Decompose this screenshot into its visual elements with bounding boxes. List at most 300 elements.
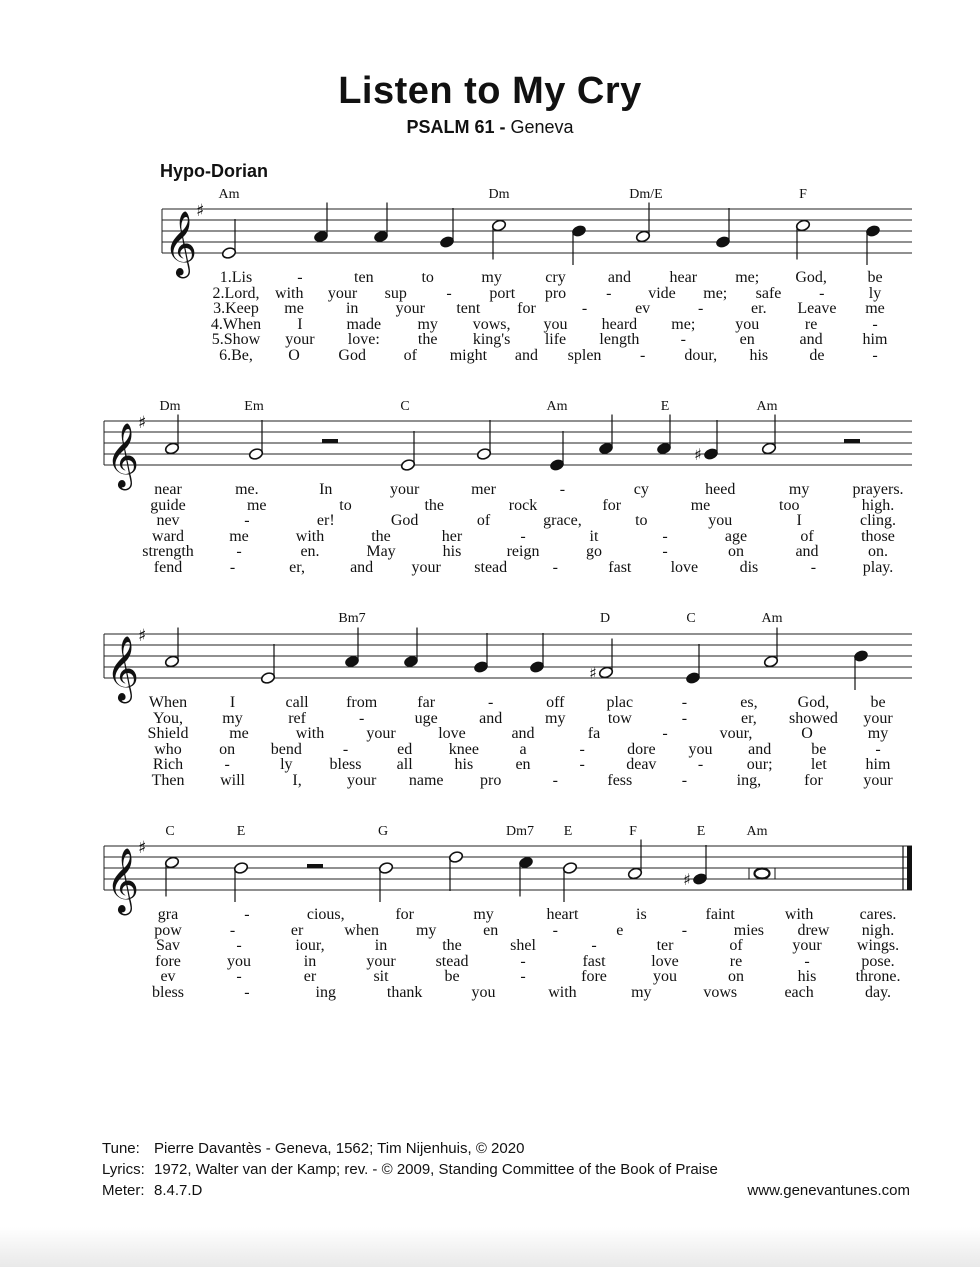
lyric-syllable: love — [651, 952, 679, 970]
lyric-syllable: God, — [795, 269, 827, 286]
lyric-syllable: and — [479, 709, 503, 727]
lyric-syllable: my — [473, 906, 494, 923]
lyric-syllable: Then — [151, 771, 185, 789]
lyric-syllable: I — [297, 315, 303, 333]
lyric-syllable: 4.When — [210, 315, 262, 333]
lyric-syllable: his — [749, 346, 769, 364]
lyric-syllable: me. — [235, 481, 259, 498]
lyric-syllable: king's — [472, 331, 511, 348]
lyric-syllable: mies — [733, 921, 765, 939]
lyric-syllable: my — [545, 709, 566, 727]
lyric-syllable: for — [602, 496, 622, 514]
lyric-syllable: my — [222, 709, 243, 727]
lyric-syllable: - — [244, 906, 250, 923]
chord-symbol: D — [599, 611, 611, 626]
lyric-syllable: - — [229, 921, 236, 939]
lyric-syllable: sit — [373, 968, 389, 985]
lyric-syllable: - — [872, 346, 878, 364]
lyric-syllable: - — [358, 709, 365, 727]
lyric-syllable: might — [449, 346, 488, 364]
lyric-syllable: near — [154, 481, 182, 498]
lyric-syllable: en — [515, 756, 531, 773]
lyric-syllable: e — [616, 921, 624, 939]
lyric-syllable: you — [708, 512, 733, 529]
lyric-syllable: I — [229, 694, 236, 711]
lyric-syllable: showed — [789, 709, 838, 727]
chord-symbol: Am — [546, 399, 568, 414]
lyric-syllable: throne. — [855, 968, 901, 985]
key-signature-sharp-icon: ♯ — [138, 626, 147, 646]
lyric-syllable: heed — [705, 481, 736, 498]
chord-symbol: Am — [761, 611, 783, 626]
chord-symbol: Dm/E — [629, 187, 663, 202]
lyric-syllable: en — [739, 331, 755, 348]
lyric-syllable: and — [350, 558, 374, 576]
lyric-syllable: ev — [160, 968, 176, 985]
lyric-syllable: - — [579, 756, 585, 773]
lyric-syllable: me — [246, 496, 267, 514]
lyric-syllable: ev — [635, 300, 651, 317]
lyric-syllable: in — [374, 937, 388, 954]
lyric-syllable: gra — [157, 906, 179, 923]
lyric-syllable: you — [735, 315, 760, 333]
lyric-syllable: - — [520, 527, 526, 545]
lyric-syllable: go — [586, 543, 602, 560]
lyric-syllable: - — [552, 558, 558, 576]
lyric-syllable: 6.Be, — [219, 346, 253, 364]
lyric-syllable: you — [471, 983, 496, 1001]
lyric-syllable: your — [389, 481, 420, 498]
lyric-syllable: heard — [601, 315, 638, 333]
lyric-syllable: - — [579, 740, 585, 758]
lyric-syllable: safe — [755, 284, 782, 302]
lyric-syllable: your — [285, 331, 315, 348]
meter-credit-text: 8.4.7.D — [154, 1182, 203, 1199]
lyric-syllable: re — [804, 315, 818, 333]
lyric-syllable: him — [862, 331, 888, 348]
lyric-syllable: - — [698, 300, 704, 317]
chord-symbol: C — [165, 824, 175, 839]
lyric-syllable: on — [219, 740, 236, 758]
lyric-syllable: sup — [384, 284, 407, 302]
lyric-syllable: O — [801, 725, 813, 742]
lyric-syllable: dis — [739, 558, 759, 576]
lyric-syllable: play. — [862, 558, 894, 576]
lyric-syllable: name — [408, 771, 444, 789]
lyric-syllable: all — [396, 756, 413, 773]
lyric-syllable: vows — [703, 983, 738, 1001]
lyric-syllable: ing — [315, 983, 336, 1001]
lyric-syllable: vide — [648, 284, 676, 302]
lyric-syllable: be — [444, 968, 460, 985]
lyric-syllable: with — [275, 284, 304, 302]
lyric-syllable: When — [148, 694, 188, 711]
lyric-syllable: port — [489, 284, 516, 302]
lyric-syllable: to — [339, 496, 352, 514]
lyric-syllable: you — [227, 952, 251, 970]
lyric-syllable: your — [863, 771, 893, 789]
lyric-syllable: our; — [746, 756, 773, 773]
lyric-syllable: ing, — [736, 771, 762, 789]
meter-credit — [102, 1180, 718, 1201]
mode-label: Hypo-Dorian — [160, 161, 268, 181]
lyric-syllable: the — [442, 937, 462, 954]
lyric-syllable: - — [681, 771, 688, 789]
lyrics-credit — [102, 1159, 718, 1180]
lyric-syllable: to — [635, 512, 648, 529]
lyric-syllable: his — [442, 543, 462, 560]
lyric-syllable: pro — [544, 284, 567, 302]
lyric-syllable: prayers. — [852, 481, 904, 498]
sharp-accidental-icon: ♯ — [694, 445, 702, 464]
meter-credit-label: Meter: — [102, 1182, 145, 1199]
lyric-syllable: - — [488, 694, 494, 711]
lyric-syllable: fess — [607, 771, 633, 789]
lyric-syllable: - — [297, 269, 303, 286]
footer-credits — [102, 1138, 718, 1201]
lyric-syllable: splen — [567, 346, 602, 364]
lyric-syllable: Shield — [147, 725, 189, 742]
lyric-syllable: dore — [627, 740, 656, 758]
lyric-syllable: tow — [607, 709, 632, 727]
lyric-syllable: - — [662, 527, 668, 545]
lyric-syllable: fast — [582, 952, 606, 970]
lyric-syllable: on. — [868, 543, 888, 560]
lyric-syllable: me; — [671, 315, 696, 333]
lyric-syllable: ward — [152, 527, 184, 545]
lyric-syllable: call — [285, 694, 309, 711]
lyric-syllable: I — [796, 512, 802, 529]
lyric-syllable: let — [810, 756, 827, 773]
lyric-syllable: your — [327, 284, 358, 302]
lyric-syllable: and — [799, 331, 823, 348]
lyric-syllable: iour, — [295, 937, 325, 954]
lyric-syllable: be — [867, 269, 883, 286]
chord-symbol: E — [563, 824, 573, 839]
lyric-syllable: thank — [386, 983, 423, 1001]
lyric-syllable: me — [229, 527, 249, 545]
lyric-syllable: May — [366, 543, 396, 560]
lyric-syllable: in — [303, 952, 317, 970]
lyric-syllable: - — [819, 284, 825, 302]
lyric-syllable: to — [421, 269, 434, 286]
lyric-syllable: and — [795, 543, 819, 560]
lyric-syllable: my — [867, 725, 889, 742]
lyric-syllable: the — [424, 496, 445, 514]
lyric-syllable: - — [591, 937, 597, 954]
song-title: Listen to My Cry — [338, 70, 642, 112]
lyric-syllable: your — [395, 300, 425, 317]
treble-clef-icon: 𝄞 — [106, 423, 140, 488]
lyric-syllable: er! — [316, 512, 335, 529]
lyric-syllable: of — [403, 346, 417, 364]
lyric-syllable: my — [481, 269, 502, 286]
lyric-syllable: love — [670, 558, 699, 576]
lyric-syllable: - — [236, 543, 242, 560]
lyric-syllable: my — [417, 315, 438, 333]
lyric-syllable: deav — [626, 756, 657, 773]
lyric-syllable: - — [229, 558, 236, 576]
lyric-syllable: - — [552, 921, 558, 939]
lyric-syllable: er — [290, 921, 304, 939]
lyric-syllable: knee — [448, 740, 479, 758]
lyric-syllable: my — [415, 921, 437, 939]
lyric-syllable: your — [792, 937, 822, 954]
lyric-syllable: each — [784, 983, 814, 1001]
lyric-syllable: cry — [545, 269, 566, 286]
lyric-syllable: re — [729, 952, 743, 970]
lyric-syllable: You, — [153, 709, 183, 727]
treble-clef-icon: 𝄞 — [164, 211, 198, 276]
chord-symbol: E — [236, 824, 246, 839]
lyric-syllable: my — [631, 983, 652, 1001]
lyric-syllable: with — [295, 527, 325, 545]
website-link[interactable]: www.genevantunes.com — [747, 1182, 910, 1199]
lyric-syllable: on — [728, 543, 744, 560]
tune-credit — [102, 1138, 718, 1159]
treble-clef-icon: 𝄞 — [106, 636, 140, 701]
lyric-syllable: - — [804, 952, 810, 970]
chord-symbol: E — [696, 824, 706, 839]
lyric-syllable: is — [635, 906, 647, 923]
chord-symbol: Am — [218, 187, 240, 202]
lyric-syllable: ref — [288, 709, 306, 727]
lyric-syllable: uge — [414, 709, 438, 727]
lyric-syllable: ly — [280, 756, 293, 773]
lyric-syllable: - — [446, 284, 452, 302]
chord-symbol: Dm — [488, 187, 510, 202]
chord-symbol: G — [377, 824, 389, 839]
lyric-syllable: de — [809, 346, 825, 364]
lyric-syllable: God, — [797, 694, 830, 711]
lyric-syllable: stead — [474, 558, 508, 576]
lyric-syllable: er, — [289, 558, 305, 576]
lyric-syllable: of — [476, 512, 491, 529]
chord-symbol: C — [686, 611, 696, 626]
chord-symbol: C — [400, 399, 410, 414]
lyric-syllable: shel — [510, 937, 536, 954]
lyric-syllable: with — [548, 983, 577, 1001]
lyric-syllable: er — [303, 968, 317, 985]
chord-symbol: F — [629, 824, 637, 839]
lyrics-credit-label: Lyrics: — [102, 1161, 145, 1178]
lyric-syllable: ed — [397, 740, 413, 758]
lyric-syllable: strength — [142, 543, 194, 560]
lyric-syllable: cious, — [306, 906, 345, 923]
lyric-syllable: fend — [153, 558, 183, 576]
lyric-syllable: God — [338, 346, 366, 364]
lyric-syllable: - — [681, 709, 688, 727]
lyric-syllable: the — [417, 331, 438, 348]
lyric-syllable: pro — [480, 771, 502, 789]
lyric-syllable: - — [520, 968, 526, 985]
lyric-syllable: it — [589, 527, 599, 545]
lyric-syllable: far — [417, 694, 436, 711]
lyric-syllable: vour, — [719, 725, 753, 742]
lyric-syllable: - — [681, 694, 688, 711]
lyric-syllable: his — [797, 968, 817, 985]
lyric-syllable: me; — [703, 284, 728, 302]
lyric-syllable: a — [519, 740, 527, 758]
lyric-syllable: pose. — [861, 952, 895, 970]
lyric-syllable: and — [748, 740, 772, 758]
chord-symbol: Am — [756, 399, 778, 414]
lyric-syllable: bless — [329, 756, 362, 773]
sharp-accidental-icon: ♯ — [589, 663, 597, 683]
lyric-syllable: cy — [633, 481, 649, 498]
lyric-syllable: for — [804, 771, 823, 789]
lyric-syllable: er. — [751, 300, 767, 317]
lyric-syllable: mer — [471, 481, 496, 498]
lyric-syllable: off — [546, 694, 565, 711]
key-signature-sharp-icon: ♯ — [138, 838, 147, 858]
key-signature-sharp-icon: ♯ — [196, 201, 205, 221]
chord-symbol: Dm — [159, 399, 181, 414]
lyric-syllable: made — [346, 315, 382, 333]
psalm-reference: PSALM 61 - — [406, 117, 506, 137]
lyric-syllable: Rich — [152, 756, 184, 773]
lyric-syllable: - — [244, 983, 250, 1001]
lyric-syllable: - — [697, 756, 704, 773]
tune-name: Geneva — [510, 117, 574, 137]
lyric-syllable: on — [728, 968, 744, 985]
lyric-syllable: and — [514, 346, 539, 364]
lyric-syllable: for — [395, 906, 414, 923]
lyric-syllable: cling. — [860, 512, 896, 529]
lyric-syllable: - — [236, 937, 242, 954]
lyric-syllable: - — [520, 952, 526, 970]
lyric-syllable: age — [724, 527, 748, 545]
lyric-syllable: en — [483, 921, 499, 939]
lyric-syllable: wings. — [856, 937, 900, 954]
lyric-syllable: plac — [606, 694, 634, 711]
lyric-syllable: love: — [347, 331, 380, 348]
chord-symbol: F — [799, 187, 807, 202]
lyric-syllable: you — [543, 315, 568, 333]
lyric-syllable: - — [681, 921, 688, 939]
tune-credit-label: Tune: — [102, 1140, 140, 1157]
lyric-syllable: drew — [797, 921, 830, 939]
chord-symbol: Bm7 — [338, 611, 366, 626]
chord-symbol: E — [660, 399, 670, 414]
lyric-syllable: dour, — [684, 346, 718, 364]
lyric-syllable: fa — [587, 725, 601, 742]
lyrics-credit-text: 1972, Walter van der Kamp; rev. - © 2009, Standing Committee of the Book of Praise — [154, 1161, 718, 1178]
lyric-syllable: - — [581, 300, 588, 317]
lyric-syllable: with — [784, 906, 814, 923]
lyric-syllable: hear — [669, 269, 698, 286]
lyric-syllable: - — [224, 756, 230, 773]
lyric-syllable: ter — [656, 937, 674, 954]
key-signature-sharp-icon: ♯ — [138, 413, 147, 433]
lyric-syllable: will — [220, 771, 245, 789]
lyric-syllable: God — [390, 512, 419, 529]
lyric-syllable: grace, — [543, 512, 582, 529]
lyric-syllable: nev — [156, 512, 180, 529]
lyric-syllable: es, — [740, 694, 758, 711]
lyric-syllable: stead — [435, 952, 469, 970]
lyric-syllable: 3.Keep — [213, 300, 259, 317]
lyric-syllable: you — [688, 740, 713, 758]
lyric-syllable: vows, — [472, 315, 511, 333]
lyric-syllable: life — [544, 331, 567, 348]
lyric-syllable: me; — [735, 269, 760, 286]
lyric-syllable: nigh. — [861, 921, 895, 939]
lyric-syllable: love — [438, 725, 466, 742]
lyric-syllable: your — [366, 952, 396, 970]
lyric-syllable: be — [811, 740, 827, 758]
lyric-syllable: bend — [270, 740, 302, 758]
lyric-syllable: length — [599, 331, 640, 348]
chord-symbol: Em — [244, 399, 264, 414]
lyric-syllable: O — [288, 346, 300, 364]
lyric-syllable: faint — [705, 906, 735, 923]
lyric-syllable: fore — [581, 968, 607, 985]
lyric-syllable: me — [229, 725, 249, 742]
lyric-syllable: fast — [608, 558, 632, 576]
lyric-syllable: your — [863, 709, 893, 727]
lyric-syllable: you — [653, 968, 677, 985]
lyric-syllable: - — [810, 558, 817, 576]
lyric-syllable: him — [865, 756, 891, 773]
lyric-syllable: guide — [150, 496, 186, 514]
lyric-syllable: too — [779, 496, 800, 514]
lyric-syllable: and — [511, 725, 535, 742]
lyric-syllable: - — [662, 725, 668, 742]
lyric-syllable: day. — [864, 983, 892, 1001]
lyric-syllable: ten — [354, 269, 374, 286]
lyric-syllable: me — [284, 300, 304, 317]
lyric-syllable: I, — [292, 771, 302, 789]
lyric-syllable: cares. — [859, 906, 897, 923]
lyric-syllable: those — [861, 527, 895, 545]
lyric-syllable: your — [346, 771, 377, 789]
lyric-syllable: of — [729, 937, 743, 954]
lyric-syllable: bless — [152, 983, 184, 1001]
lyric-syllable: 1.Lis — [219, 269, 253, 286]
lyric-syllable: - — [606, 284, 612, 302]
lyric-syllable: - — [559, 481, 566, 498]
lyric-syllable: in — [345, 300, 359, 317]
lyric-syllable: and — [607, 269, 631, 286]
lyric-syllable: - — [662, 543, 668, 560]
lyric-syllable: when — [344, 921, 379, 939]
tune-credit-text: Pierre Davantès - Geneva, 1562; Tim Nijenhuis, © 2020 — [154, 1140, 525, 1157]
lyric-syllable: - — [875, 740, 881, 758]
page-bottom-shadow — [0, 1227, 980, 1267]
treble-clef-icon: 𝄞 — [106, 848, 140, 913]
lyric-syllable: 2.Lord, — [212, 284, 260, 302]
lyric-syllable: tent — [456, 300, 481, 317]
lyric-syllable: fore — [155, 952, 181, 970]
lyric-syllable: en. — [300, 543, 320, 560]
lyric-syllable: - — [639, 346, 646, 364]
lyric-syllable: of — [800, 527, 814, 545]
chord-symbol: Am — [746, 824, 768, 839]
lyric-syllable: rock — [508, 496, 538, 514]
lyric-syllable: high. — [861, 496, 895, 514]
lyric-syllable: me — [865, 300, 885, 317]
lyric-syllable: his — [454, 756, 474, 773]
lyric-syllable: who — [154, 740, 182, 758]
lyric-syllable: pow — [154, 921, 182, 939]
lyric-syllable: Sav — [156, 937, 180, 954]
lyric-syllable: 5.Show — [211, 331, 261, 348]
lyric-syllable: - — [552, 771, 558, 789]
lyric-syllable: my — [788, 481, 810, 498]
lyric-syllable: her — [441, 527, 463, 545]
sharp-accidental-icon: ♯ — [683, 870, 691, 889]
